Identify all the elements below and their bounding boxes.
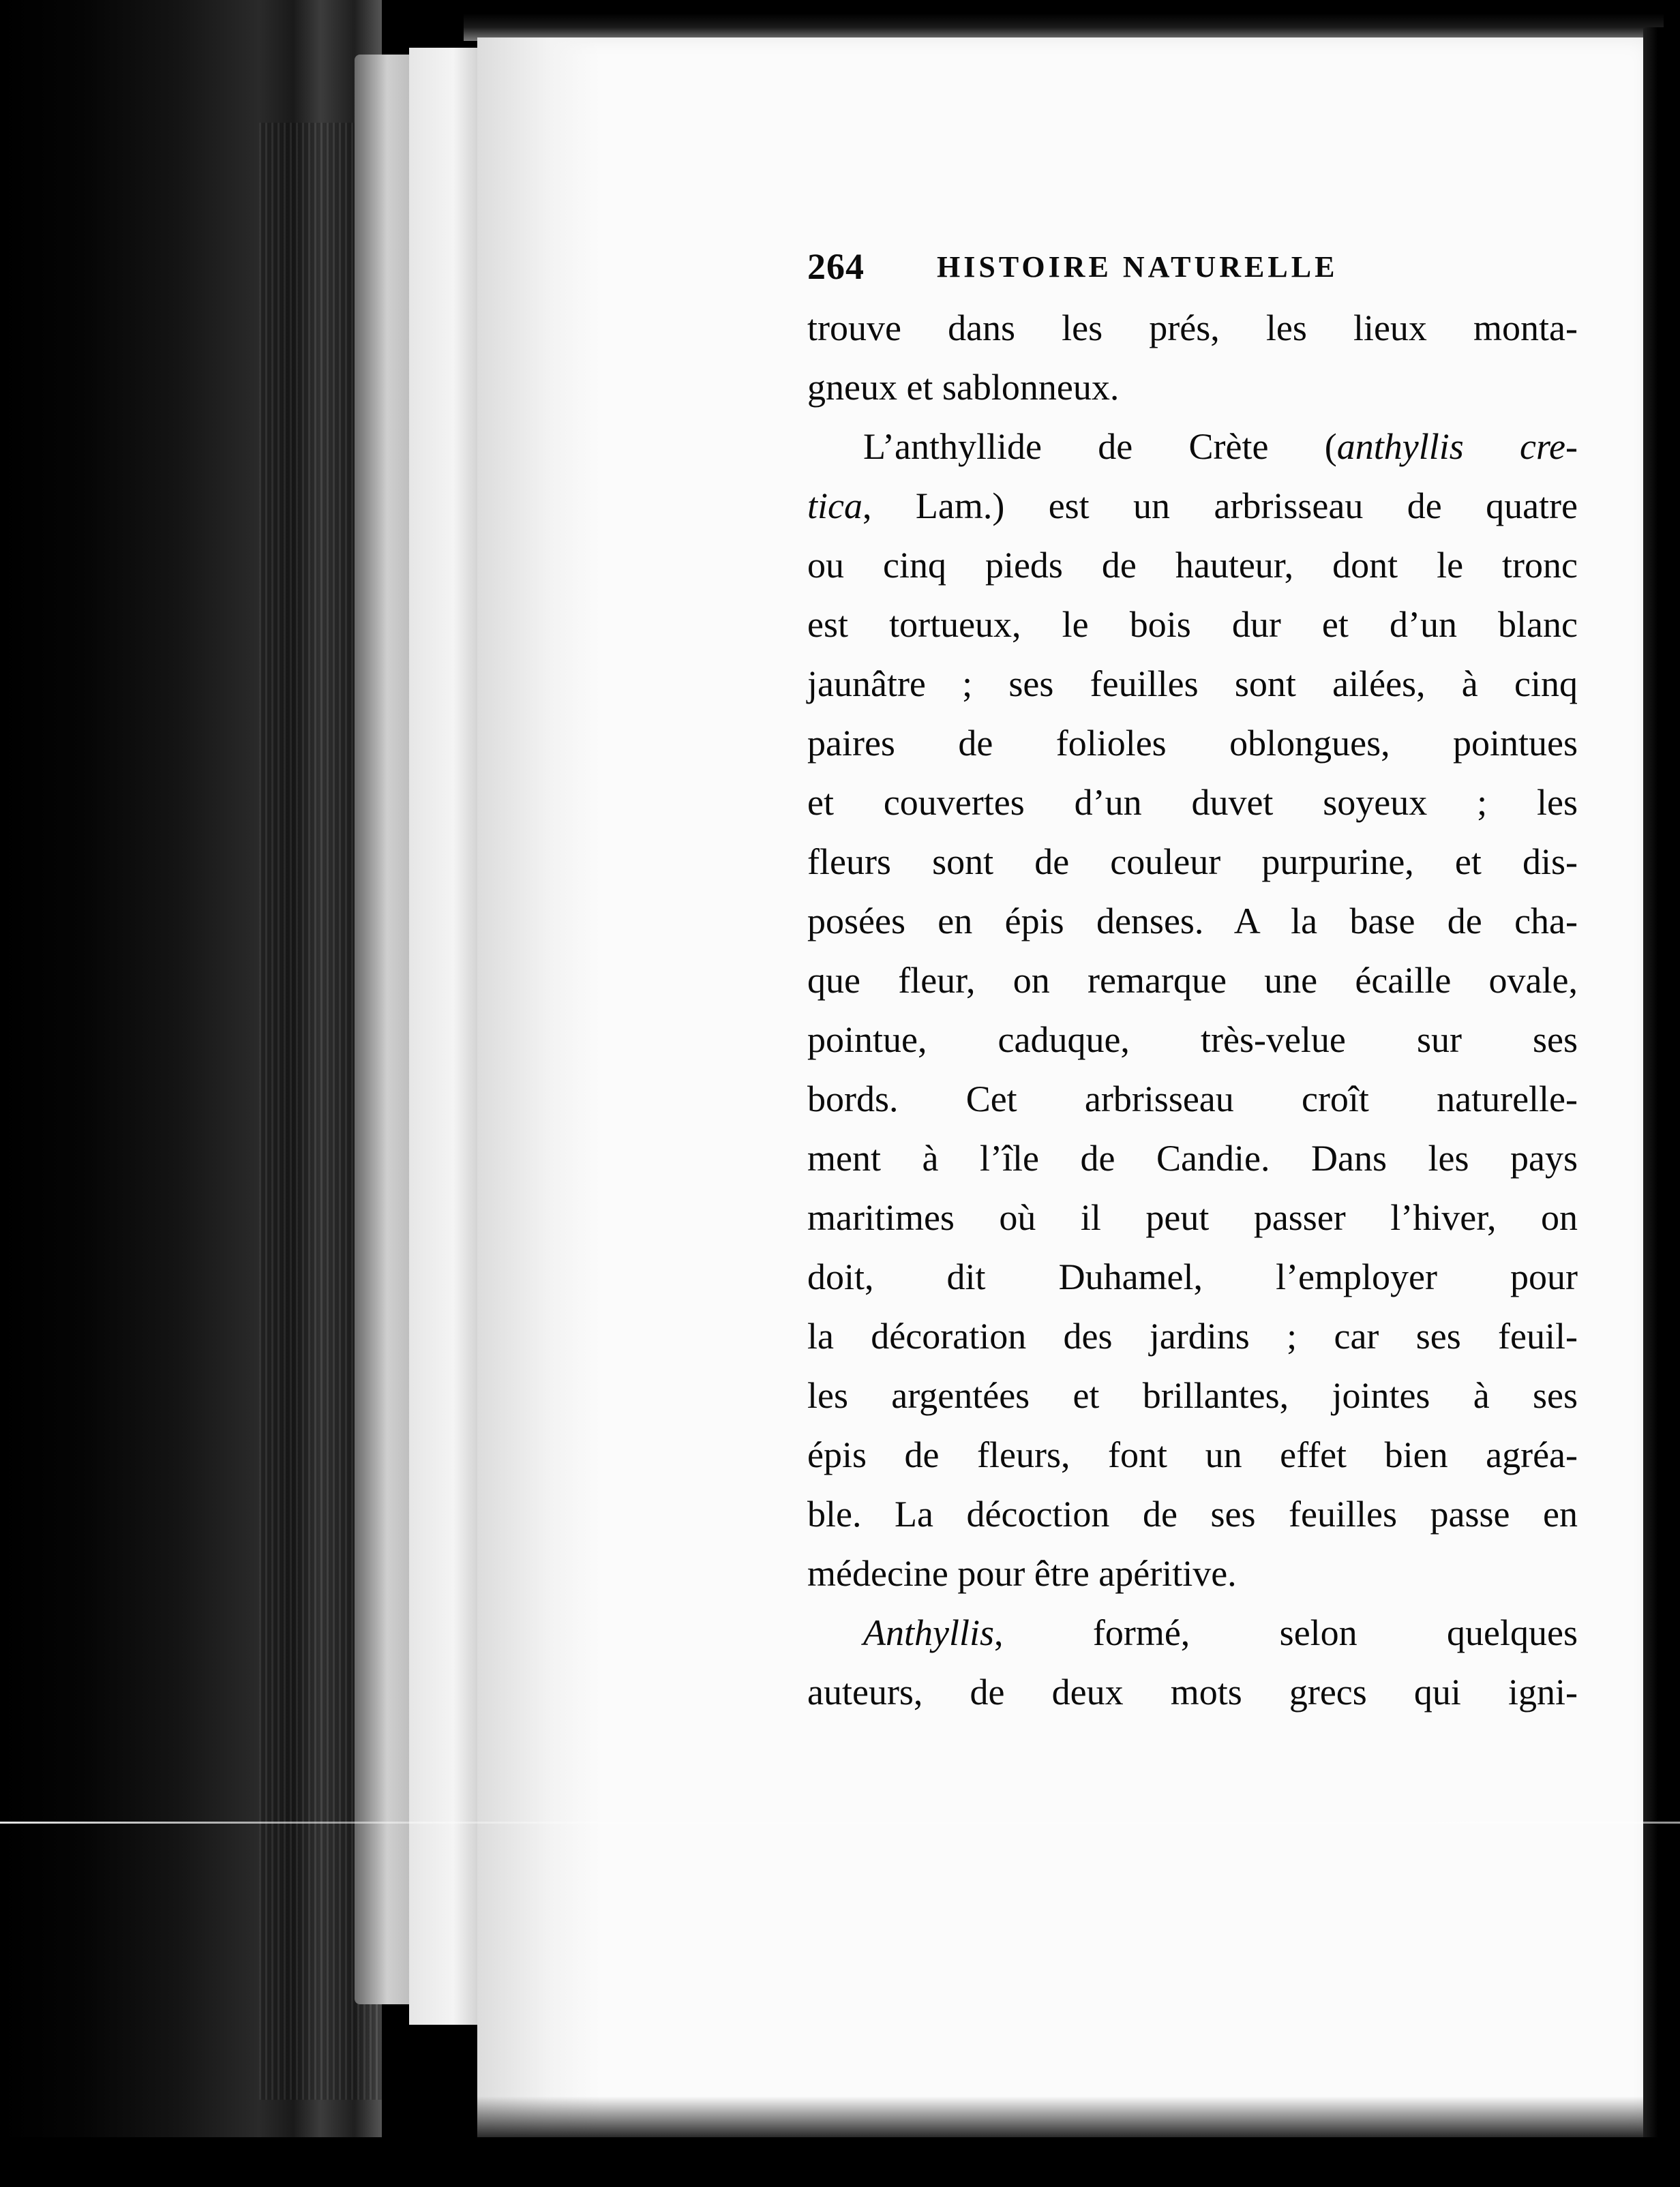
page-number: 264 [807,246,865,287]
text-line: posées en épis denses. A la base de cha- [807,901,1578,941]
text-line: la décoration des jardins ; car ses feuil- [807,1316,1578,1357]
text-run: , Lam.) est un arbrisseau de quatre [862,485,1578,526]
text-line: les argentées et brillantes, jointes à ses [807,1375,1578,1416]
italic-run: tica [807,485,862,526]
text-line [807,417,1578,477]
right-edge [1643,27,1680,2187]
text-line: pointue, caduque, très-velue sur ses [807,1019,1578,1060]
text-line: ment à l’île de Candie. Dans les pays [807,1138,1578,1179]
text-line: paires de folioles oblongues, pointues [807,723,1578,764]
page-bottom-shadow [477,2096,1643,2137]
text-line: est tortueux, le bois dur et d’un blanc [807,604,1578,645]
text-line: auteurs, de deux mots grecs qui igni- [807,1672,1578,1713]
text-line: ou cinq pieds de hauteur, dont le tronc [807,545,1578,586]
text-line [807,1603,1578,1663]
text-line [807,477,1578,536]
italic-run: Anthyllis [863,1612,994,1653]
bottom-edge [0,2137,1680,2187]
text-line: et couvertes d’un duvet soyeux ; les [807,782,1578,823]
running-head-title: HISTOIRE NATURELLE [937,250,1338,284]
scan-artifact-line [0,1822,1680,1824]
top-edge [464,14,1664,41]
text-line: trouve dans les prés, les lieux monta- [807,307,1578,348]
text-line: épis de fleurs, font un effet bien agréa- [807,1434,1578,1475]
text-line: bords. Cet arbrisseau croît naturelle- [807,1079,1578,1119]
running-head [807,245,1578,299]
text-line: gneux et sablonneux. [807,367,1120,408]
text-run: , formé, selon quelques [993,1612,1578,1653]
text-run: L’anthyllide de Crète ( [863,426,1337,467]
text-line: médecine pour être apéritive. [807,1553,1237,1594]
text-line: doit, dit Duhamel, l’employer pour [807,1256,1578,1297]
text-line: jaunâtre ; ses feuilles sont ailées, à cinq [807,663,1578,704]
text-line: que fleur, on remarque une écaille ovale, [807,960,1578,1001]
text-line: ble. La décoction de ses feuilles passe en [807,1494,1578,1535]
text-line: maritimes où il peut passer l’hiver, on [807,1197,1578,1238]
page-text [807,245,1578,1722]
text-line: fleurs sont de couleur purpurine, et dis- [807,841,1578,882]
italic-run: anthyllis cre- [1336,426,1578,467]
